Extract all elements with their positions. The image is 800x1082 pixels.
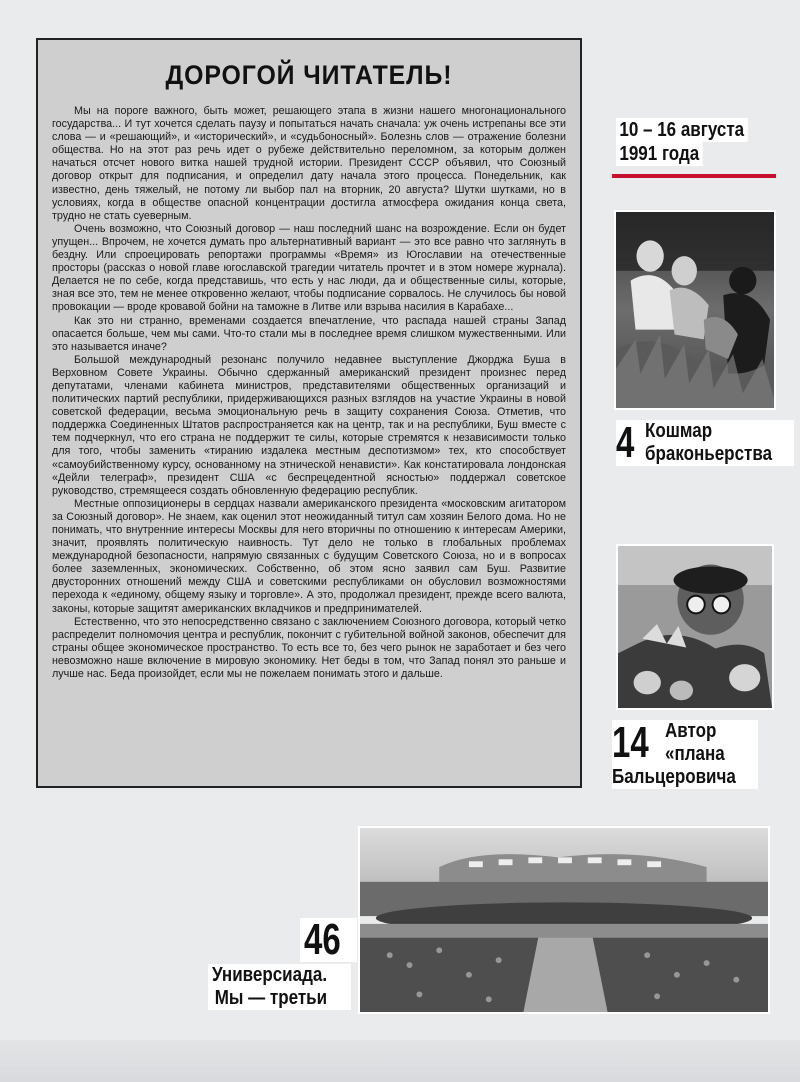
editorial-paragraph: Очень возможно, что Союзный договор — наш последний шанс на возрождение. Если он будет упущен... Впрочем, не хочется думать про альтернативный вариант — это все равно что заглянуть в бездну. Или спроецировать репортажи программы «Время» из Югославии на отечественные просторы (рассказ о новой главе югославской трагедии читатель прочтет и в этом номере журнала). Делается не по себе, когда представишь, что есть у нас люди, да и общественные силы, которые, зная все это, тем не менее откровенно желают, чтобы подписание сорвалось. Не случилось бы новой провокации — вроде кровавой бойни на таможне в Литве или взрыва насилия в Карабахе...: [52, 222, 566, 314]
page-bottom-edge: [0, 1040, 800, 1082]
issue-dates: [616, 118, 771, 166]
editorial-paragraph: Естественно, что это непосредственно связано с заключением Союзного договора, который четко распределит полномочия центра и республик, покончит с губительной войной законов, обеспечит для страны общее экономическое пространство. То есть все то, без чего рынок не заработает и без чего невозможно наше включение в мировую экономику. Нет беды в том, что Запад понял это раньше и лучше нас. Беда произойдет, если мы не пожелаем понимать этого и дальше.: [52, 615, 566, 681]
contents-page-number: 4: [616, 418, 635, 467]
editorial-paragraph: Как это ни странно, временами создается впечатление, что распада нашей страны Запад опасается больше, чем мы сами. Что-то стали мы в последнее время слишком мужественными. Или это называется иначе?: [52, 314, 566, 353]
editorial-box: [36, 38, 582, 788]
contents-title-line: Мы — третьи: [214, 987, 328, 1009]
contents-page-number: 46: [304, 915, 341, 964]
contents-title-line: Универсиада.: [212, 964, 328, 986]
issue-dates-year: 1991 года: [616, 142, 703, 166]
photo-stadium[interactable]: [358, 826, 770, 1014]
photo-poachers-image: [616, 212, 774, 408]
accent-rule: [612, 174, 776, 178]
contents-item-poachers[interactable]: [616, 420, 794, 466]
photo-stadium-image: [360, 828, 768, 1012]
contents-item-title: [645, 420, 772, 466]
contents-title-line: браконьерства: [644, 443, 772, 465]
contents-page-number: 14: [612, 718, 649, 767]
photo-poachers[interactable]: [614, 210, 776, 410]
editorial-paragraph: Местные оппозиционеры в сердцах назвали американского президента «московским агитатором за Союзный договор». Не знаем, как оценил этот неожиданный титул сам хозяин Белого дома. Но не понимать, что внутренние интересы Москвы для него вторичны по отношению к интересам Америки, значит, проявлять политическую наивность. Тут дело не только в глобальных проблемах международной безопасности, напрямую связанных с будущим Советского Союза, но и в вопросах более заземленных, экономических. Собственно, об этом ясно заявил сам Буш. Развитие двусторонних отношений между США и советскими республиками он обусловил возможностями перехода к «единому, общему языку и торговле». А это, продолжал президент, прежде всего валюта, законы, которые защитят американских вкладчиков и предпринимателей.: [52, 497, 566, 615]
contents-title-line: «плана: [665, 743, 726, 765]
contents-title-line: Автор: [665, 720, 717, 742]
editorial-paragraph: Большой международный резонанс получило недавнее выступление Джорджа Буша в Верховном Совете Украины. Обычно сдержанный американский президент произнес перед депутатами, членами кабинета министров, представителями общественных организаций и политических партий республики, придерживающихся разных взглядов на участие Украины в новой советской федерации, весьма эмоциональную речь в защиту сохранения Союза. Отметив, что поддержка Соединенных Штатов распространяется как на центр, так и на республики, Буш вместе с тем подчеркнул, что его страна не поддержит те силы, которые стремятся к независимости только для того, чтобы заменить «тиранию издалека местным деспотизмом» тех, кто способствует «самоубийственному курсу, основанному на этнической ненависти». Как констатировала лондонская «Дейли телеграф», президент США «с беспрецедентной ясностью» поддержал советское руководство, стремящееся создать обновленную федерацию республик.: [52, 353, 566, 497]
contents-item-universiade[interactable]: [208, 964, 351, 1010]
editorial-paragraph: Мы на пороге важного, быть может, решающего этапа в жизни нашего многонационального государства... И тут хочется сделать паузу и попытаться начать сначала: уж очень истрепаны все эти слова — и «решающий», и «исторический», и «судьбоносный». Болезнь слов — отражение болезни общества. Но на этот раз речь идет о рубеже действительно переломном, за которым должен начаться отсчет нового витка нашей трудной истории. Президент СССР объявил, что Союзный договор открыт для подписания, и определил дату начала этого процесса. Понедельник, как известно, день тяжелый, не потому ли выбор пал на вторник, 20 августа? Шутки шутками, но в условиях, когда в обществе опасной концентрации достигла атмосфера ожидания конца света, трудно не стать суеверным.: [52, 105, 566, 222]
contents-title-line: Бальцеровича: [612, 766, 736, 788]
issue-dates-range: 10 – 16 августа: [616, 118, 747, 142]
photo-caricature[interactable]: [616, 544, 774, 710]
contents-item-universiade-number[interactable]: [300, 915, 357, 964]
contents-item-title: [665, 720, 725, 766]
contents-title-line: Кошмар: [644, 420, 713, 442]
contents-item-balcerowicz[interactable]: [612, 720, 758, 789]
editorial-title: ДОРОГОЙ ЧИТАТЕЛЬ!: [165, 60, 453, 90]
photo-caricature-image: [618, 546, 772, 708]
